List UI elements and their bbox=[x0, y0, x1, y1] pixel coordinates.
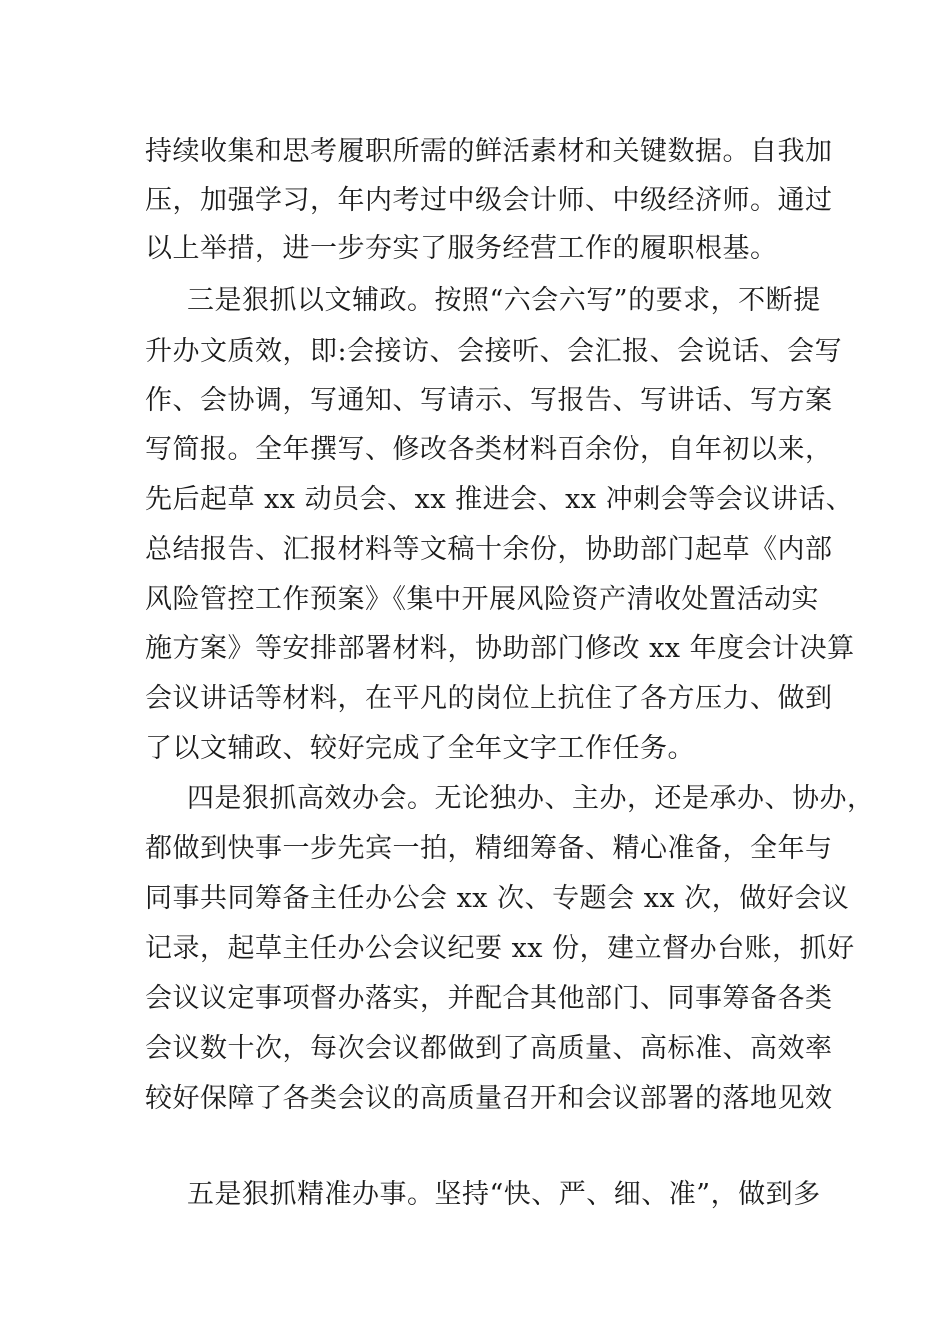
paragraph-three-first-line: 三是狠抓以文辅政。按照“六会六写”的要求，不断提 bbox=[187, 285, 821, 316]
text-line: 持续收集和思考履职所需的鲜活素材和关键数据。自我加 bbox=[145, 136, 833, 167]
paragraph-five-first-line: 五是狠抓精准办事。坚持“快、严、细、准”，做到多 bbox=[187, 1179, 821, 1210]
text-line: 升办文质效，即:会接访、会接听、会汇报、会说话、会写 bbox=[145, 336, 843, 367]
text-line: 记录，起草主任办公会议纪要 xx 份，建立督办台账，抓好 bbox=[145, 933, 855, 964]
text-line: 施方案》等安排部署材料，协助部门修改 xx 年度会计决算 bbox=[145, 633, 855, 664]
text-line: 总结报告、汇报材料等文稿十余份，协助部门起草《内部 bbox=[145, 534, 833, 565]
text-line: 会议议定事项督办落实，并配合其他部门、同事筹备各类 bbox=[145, 983, 833, 1014]
text-line: 以上举措，进一步夯实了服务经营工作的履职根基。 bbox=[145, 233, 778, 264]
text-line: 会议讲话等材料，在平凡的岗位上抗住了各方压力、做到 bbox=[145, 683, 833, 714]
text-line: 写简报。全年撰写、修改各类材料百余份，自年初以来， bbox=[145, 434, 833, 465]
text-line: 作、会协调，写通知、写请示、写报告、写讲话、写方案 bbox=[145, 385, 833, 416]
text-line: 压，加强学习，年内考过中级会计师、中级经济师。通过 bbox=[145, 185, 833, 216]
text-line: 都做到快事一步先宾一拍，精细筹备、精心准备，全年与 bbox=[145, 833, 833, 864]
paragraph-four-first-line: 四是狠抓高效办会。无论独办、主办，还是承办、协办， bbox=[187, 783, 875, 814]
text-line: 风险管控工作预案》《集中开展风险资产清收处置活动实 bbox=[145, 584, 819, 615]
text-line: 较好保障了各类会议的高质量召开和会议部署的落地见效 bbox=[145, 1083, 833, 1114]
text-line: 先后起草 xx 动员会、xx 推进会、xx 冲刺会等会议讲话、 bbox=[145, 484, 854, 515]
text-line: 会议数十次，每次会议都做到了高质量、高标准、高效率 bbox=[145, 1033, 833, 1064]
text-line: 了以文辅政、较好完成了全年文字工作任务。 bbox=[145, 733, 695, 764]
text-line: 同事共同筹备主任办公会 xx 次、专题会 xx 次，做好会议 bbox=[145, 883, 850, 914]
